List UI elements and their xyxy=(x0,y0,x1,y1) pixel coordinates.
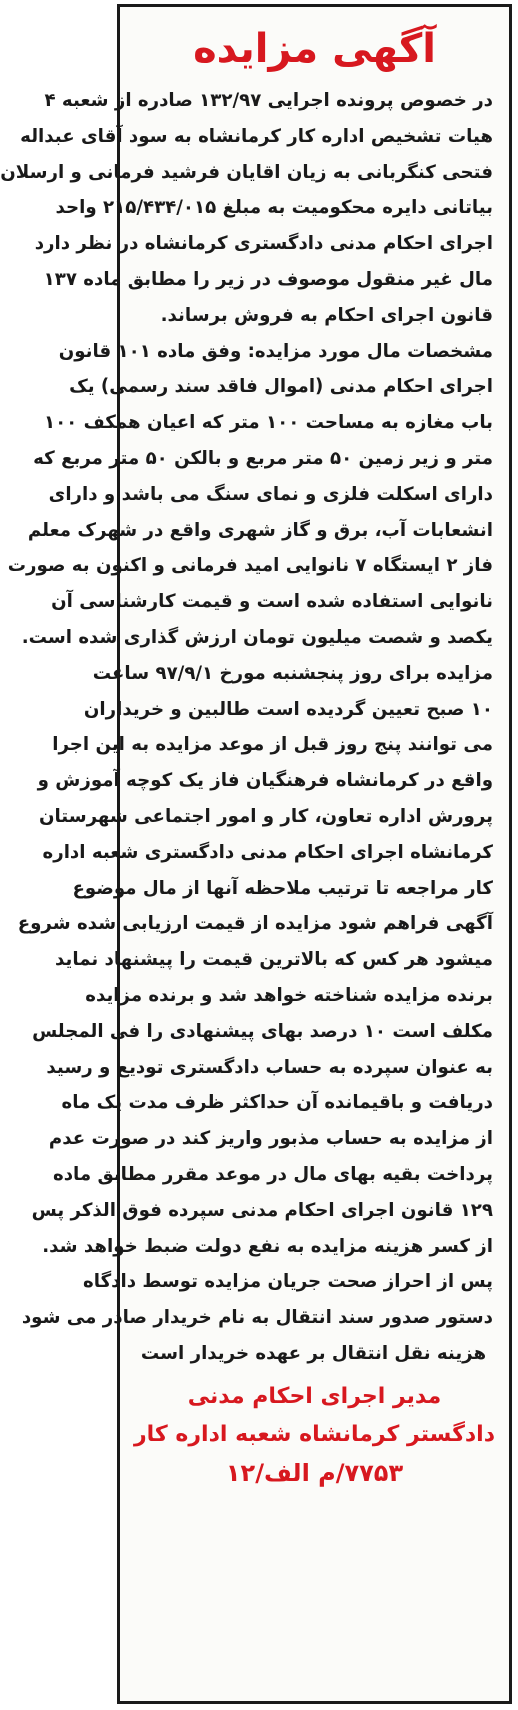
signature-code: ۷۷۵۳/م الف/۱۲ xyxy=(225,1458,404,1487)
body-line: دریافت و باقیمانده آن حداکثر ظرف مدت یک ماه xyxy=(61,1092,493,1114)
body-line: دارای اسکلت فلزی و نمای سنگ می باشد و دارای xyxy=(48,483,493,505)
body-line: پس از احراز صحت جریان مزایده توسط دادگاه xyxy=(83,1271,493,1293)
body-line: یکصد و شصت میلیون تومان ارزش گذاری شده است. xyxy=(21,626,493,648)
body-line: از مزایده به حساب مذبور واریز کند در صورت عدم xyxy=(48,1128,493,1150)
body-line: انشعابات آب، برق و گاز شهری واقع در شهرک معلم xyxy=(27,519,493,541)
body-line: از کسر هزینه مزایده به نفع دولت ضبط خواهد شد. xyxy=(42,1235,493,1257)
body-line: میشود هر کس که بالاترین قیمت را پیشنهاد نماید xyxy=(55,949,493,971)
signature-title: مدیر اجرای احکام مدنی xyxy=(187,1383,442,1409)
body-line: مشخصات مال مورد مزایده: وفق ماده ۱۰۱ قانون xyxy=(58,340,493,362)
body-line: اجرای احکام مدنی دادگستری کرمانشاه در نظر دارد xyxy=(34,233,493,255)
body-line: مزایده برای روز پنجشنبه مورخ ۹۷/۹/۱ ساعت xyxy=(92,662,493,684)
body-line: پرورش اداره تعاون، کار و امور اجتماعی شهرستان xyxy=(38,805,493,827)
notice-body xyxy=(0,83,509,1372)
signature-office: دادگستر کرمانشاه شعبه اداره کار xyxy=(134,1421,495,1447)
body-line: اجرای احکام مدنی (اموال فاقد سند رسمی) یک xyxy=(69,376,493,398)
body-line: نانوایی استفاده شده است و قیمت کارشناسی آن xyxy=(51,591,493,613)
body-line: مکلف است ۱۰ درصد بهای پیشنهادی را فی المجلس xyxy=(32,1020,493,1042)
body-line: فاز ۲ ایستگاه ۷ نانوایی امید فرمانی و اکنون به صورت xyxy=(7,555,493,577)
body-line: واقع در کرمانشاه فرهنگیان فاز یک کوچه آموزش و xyxy=(37,770,493,792)
body-line: هزینه نقل انتقال بر عهده خریدار است xyxy=(140,1342,487,1364)
body-line: ۱۰ صبح تعیین گردیده است طالبین و خریداران xyxy=(83,698,493,720)
body-line: به عنوان سپرده به حساب دادگستری تودیع و رسید xyxy=(46,1056,493,1078)
body-line: متر و زیر زمین ۵۰ متر مربع و بالکن ۵۰ متر مربع که xyxy=(33,447,493,469)
body-line: باب مغازه به مساحت ۱۰۰ متر که اعیان همکف ۱۰۰ xyxy=(43,412,493,434)
body-line: دستور صدور سند انتقال به نام خریدار صادر می شود xyxy=(21,1307,493,1329)
body-line: بیاتانی دایره محکومیت به مبلغ ۲۱۵/۴۳۴/۰۱۵ واحد xyxy=(55,197,493,219)
notice-frame xyxy=(0,4,512,1704)
signature-block xyxy=(120,1378,509,1492)
body-line: برنده مزایده شناخته خواهد شد و برنده مزایده xyxy=(85,984,493,1006)
body-line: قانون اجرای احکام به فروش برساند. xyxy=(160,304,493,326)
notice-title: آگهی مزایده xyxy=(193,26,436,72)
body-line: ۱۲۹ قانون اجرای احکام مدنی سپرده فوق الذکر پس xyxy=(31,1199,493,1221)
body-line: مال غیر منقول موصوف در زیر را مطابق ماده ۱۳۷ xyxy=(43,268,493,290)
body-line: می توانند پنج روز قبل از موعد مزایده به این اجرا xyxy=(52,734,493,756)
body-line: پرداخت بقیه بهای مال در موعد مقرر مطابق ماده xyxy=(52,1163,493,1185)
body-line: فتحی کنگربانی به زیان اقایان فرشید فرمانی و ارسلان xyxy=(0,161,493,183)
body-line: در خصوص پرونده اجرایی ۱۳۲/۹۷ صادره از شعبه ۴ xyxy=(44,90,493,111)
body-line: آگهی فراهم شود مزایده از قیمت ارزیابی شده شروع xyxy=(17,913,493,935)
body-line: کار مراجعه تا ترتیب ملاحظه آنها از مال موضوع xyxy=(72,877,493,899)
body-line: هیات تشخیص اداره کار کرمانشاه به سود آقای عبداله xyxy=(20,125,493,147)
body-line: کرمانشاه اجرای احکام مدنی دادگستری شعبه اداره xyxy=(42,841,493,863)
